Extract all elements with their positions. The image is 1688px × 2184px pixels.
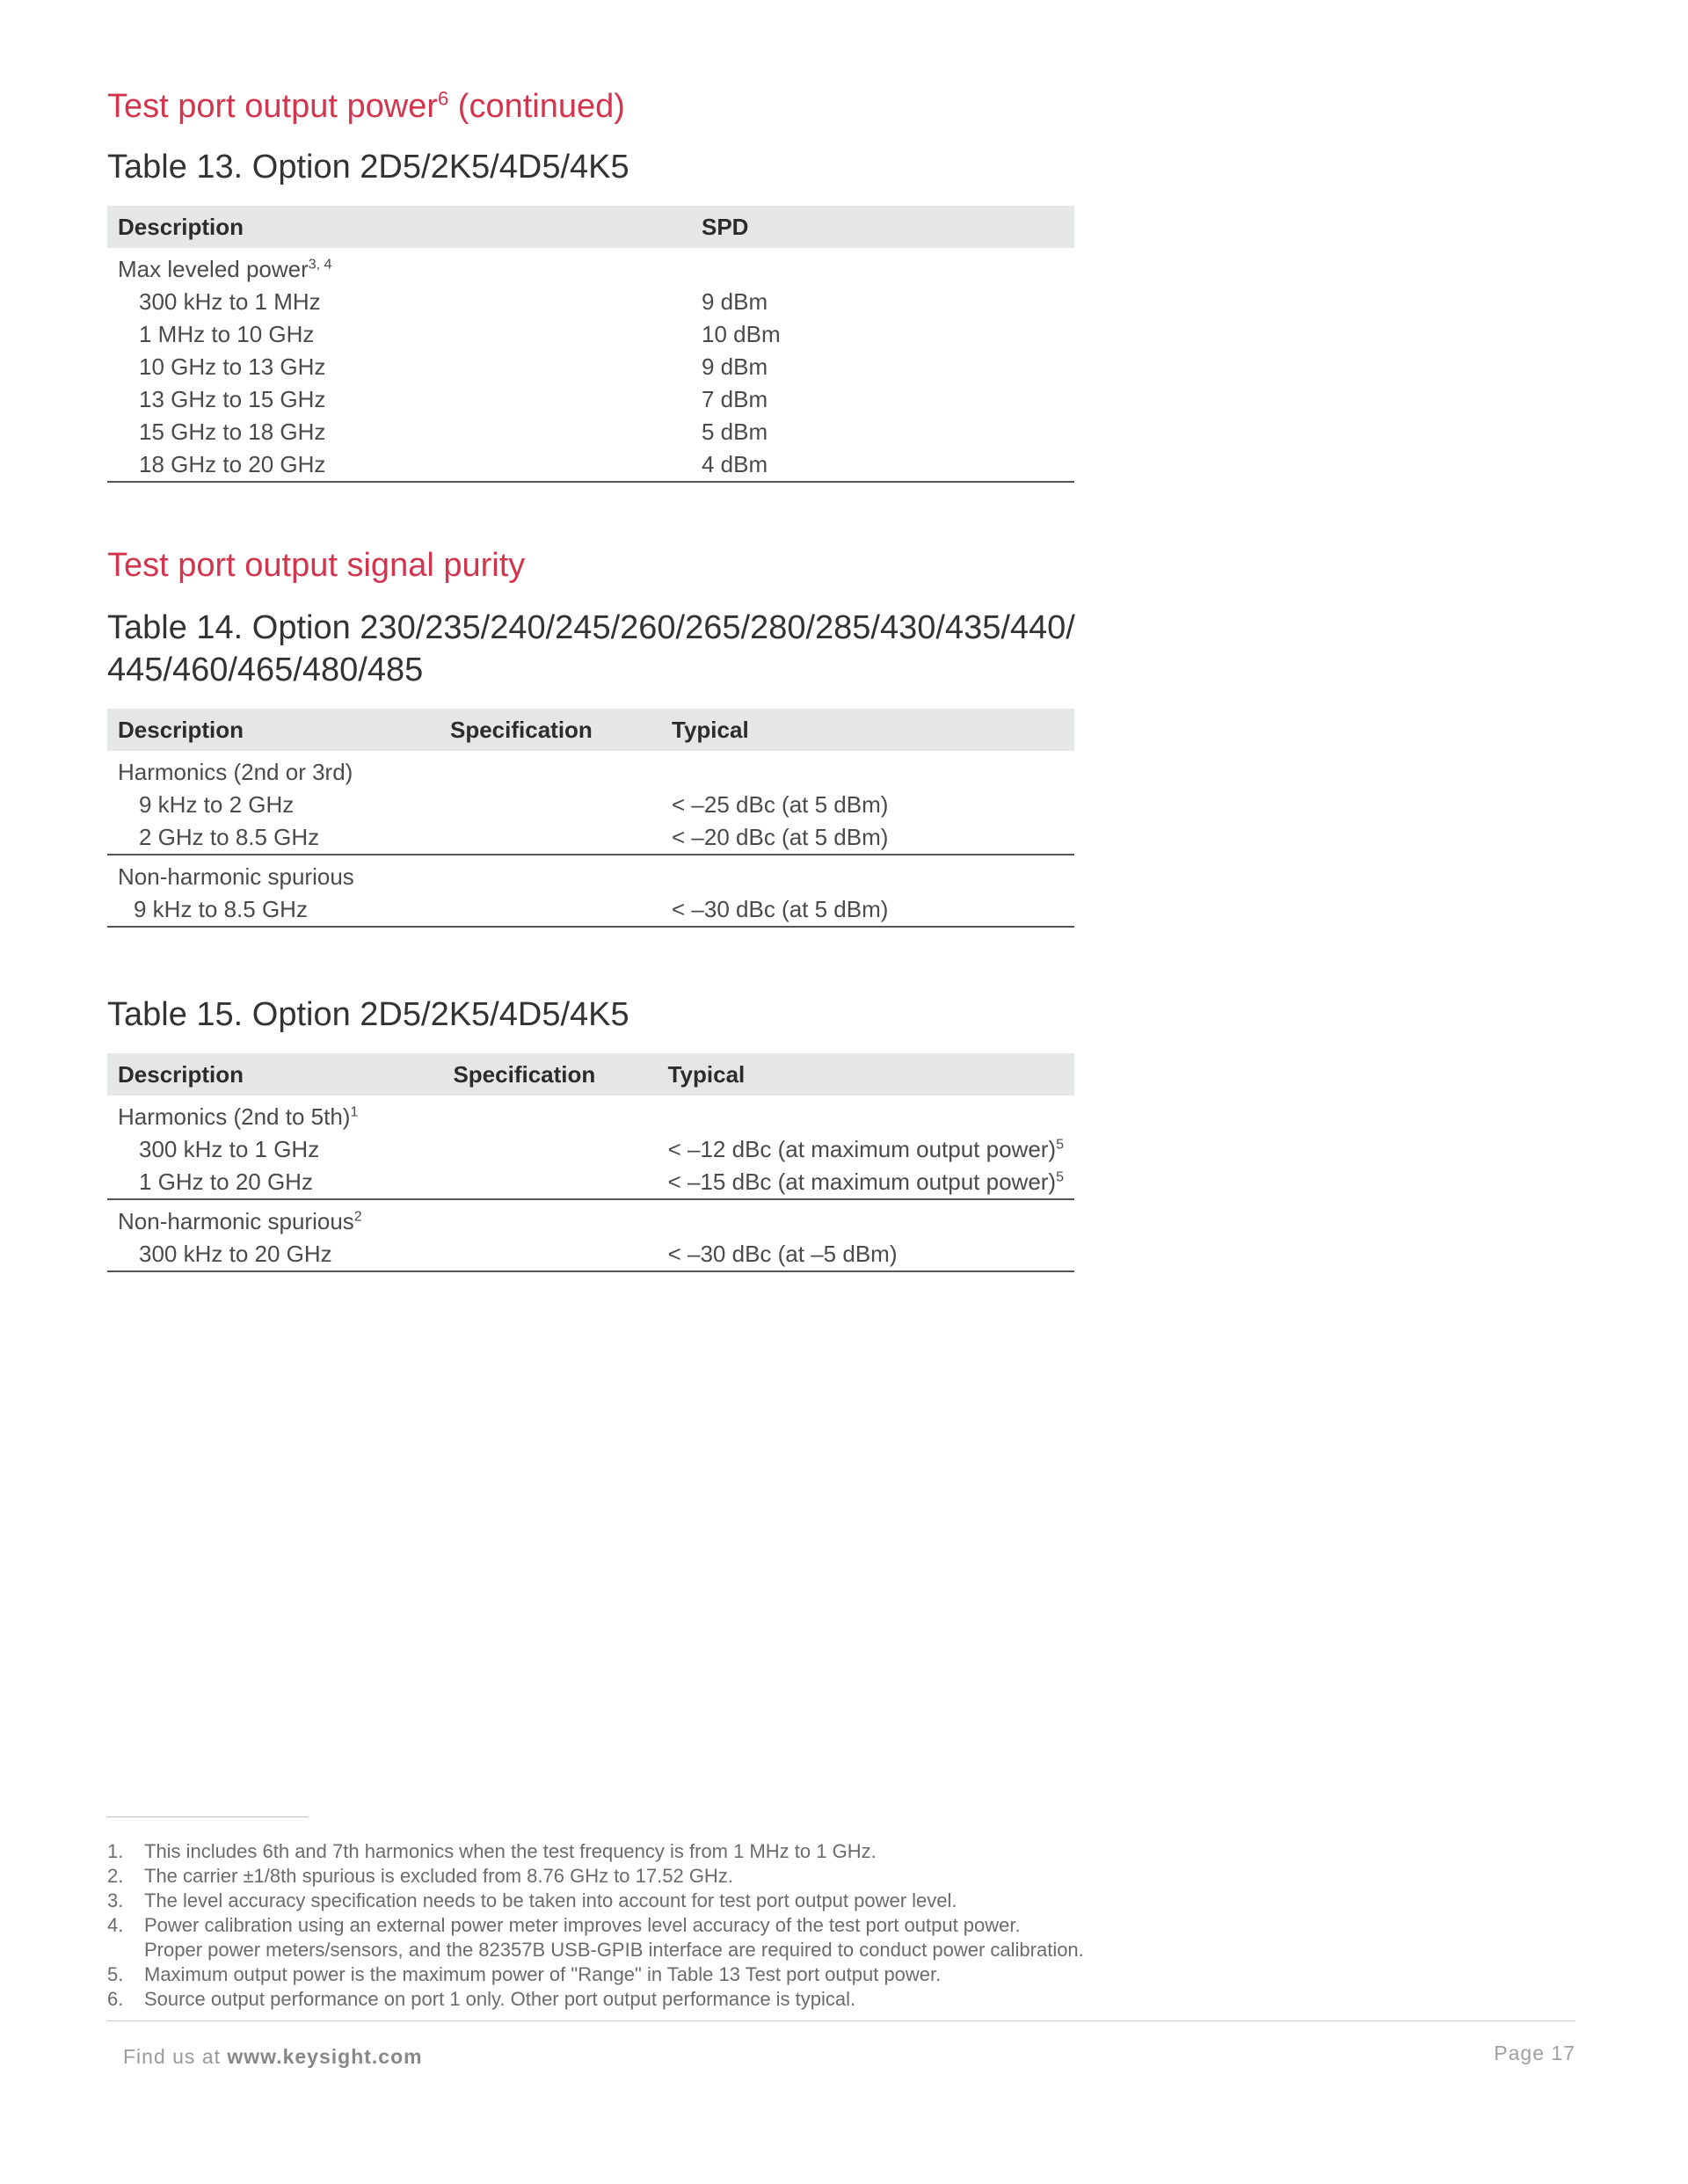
footnote-divider — [107, 1816, 308, 1817]
footnote: 1. This includes 6th and 7th harmonics when the test frequency is from 1 MHz to 1 GHz. — [107, 1840, 877, 1862]
table-row — [107, 1096, 1074, 1133]
spec-value — [442, 1133, 657, 1166]
frequency-range: 18 GHz to 20 GHz — [107, 448, 691, 482]
table-13-caption: Table 13. Option 2D5/2K5/4D5/4K5 — [107, 149, 629, 186]
frequency-range: 300 kHz to 1 GHz — [139, 1136, 320, 1162]
group-label: Max leveled power$^{3, 4}$ — [118, 256, 332, 282]
group-label: Non-harmonic spurious$^2$ — [118, 1208, 362, 1234]
table-row — [107, 855, 1074, 893]
table-row — [107, 351, 1074, 383]
table-row — [107, 893, 1074, 927]
column-header: Specification — [442, 1053, 657, 1096]
frequency-range: 13 GHz to 15 GHz — [139, 386, 326, 412]
frequency-range: 1 MHz to 10 GHz — [139, 321, 315, 347]
table-row — [107, 1166, 1074, 1199]
table-row — [107, 751, 1074, 789]
table-row — [107, 821, 1074, 855]
spec-value — [442, 1238, 657, 1271]
frequency-range: 9 kHz to 8.5 GHz — [107, 893, 440, 927]
column-header: Description — [107, 709, 440, 751]
table-row — [107, 789, 1074, 821]
group-label: Harmonics (2nd to 5th)$^1$ — [118, 1103, 359, 1130]
table-row — [107, 248, 1074, 286]
frequency-range: 2 GHz to 8.5 GHz — [107, 821, 440, 855]
table-row — [107, 448, 1074, 482]
frequency-range: 10 GHz to 13 GHz — [139, 353, 326, 380]
footnote-ref: 6 — [438, 87, 449, 110]
footnote: 2. The carrier ±1/8th spurious is excluded from 8.76 GHz to 17.52 GHz. — [107, 1865, 733, 1887]
table-14-caption: Table 14. Option 230/235/240/245/260/265/280/285/430/435/440/ 445/460/465/480/485 — [107, 609, 1075, 688]
spec-value — [440, 789, 661, 821]
spd-value: 5 dBm — [702, 419, 768, 445]
spd-value: 9 dBm — [702, 353, 768, 380]
table-15 — [107, 1053, 1074, 1272]
column-header: Typical — [658, 1053, 1074, 1096]
spec-value — [440, 821, 661, 855]
footnote: 3. The level accuracy specification needs to be taken into account for test port output power level. — [107, 1889, 957, 1911]
table-row — [107, 318, 1074, 351]
table-row — [107, 383, 1074, 416]
frequency-range: 9 kHz to 2 GHz — [139, 791, 295, 818]
typical-value: < –25 dBc (at 5 dBm) — [672, 791, 889, 818]
footnotes — [107, 1839, 1338, 2012]
typical-value: < –15 dBc (at maximum output power)$^5$ — [658, 1166, 1074, 1199]
typical-value: < –20 dBc (at 5 dBm) — [661, 821, 1074, 855]
table-row — [107, 416, 1074, 448]
spec-value — [440, 893, 661, 927]
section-title-output-power: Test port output power$^6$ (continued) — [107, 87, 625, 125]
table-row — [107, 1133, 1074, 1166]
footer-find-us: Find us at www.keysight.com — [123, 2045, 423, 2068]
website-link[interactable]: www.keysight.com — [227, 2045, 423, 2068]
column-header: Specification — [440, 709, 661, 751]
spd-value: 4 dBm — [691, 448, 1074, 482]
frequency-range: 300 kHz to 20 GHz — [107, 1238, 442, 1271]
column-header: Description — [107, 206, 691, 248]
spd-value: 10 dBm — [702, 321, 781, 347]
group-label: Harmonics (2nd or 3rd) — [118, 759, 353, 785]
frequency-range: 15 GHz to 18 GHz — [139, 419, 326, 445]
table-row — [107, 1199, 1074, 1238]
frequency-range: 1 GHz to 20 GHz — [107, 1166, 442, 1199]
footnote: Proper power meters/sensors, and the 82357B USB-GPIB interface are required to conduct power calibration. — [144, 1939, 1084, 1961]
footnote: 6. Source output performance on port 1 only. Other port output performance is typical. — [107, 1988, 856, 2010]
spd-value: 7 dBm — [702, 386, 768, 412]
column-header: SPD — [691, 206, 1074, 248]
typical-value: < –30 dBc (at 5 dBm) — [661, 893, 1074, 927]
footnote: 4. Power calibration using an external power meter improves level accuracy of the test port output power. — [107, 1914, 1021, 1936]
table-14 — [107, 709, 1074, 928]
typical-value: < –12 dBc (at maximum output power)$^5$ — [667, 1136, 1064, 1162]
table-row — [107, 1238, 1074, 1271]
section-title-signal-purity: Test port output signal purity — [107, 547, 526, 584]
spec-value — [442, 1166, 657, 1199]
frequency-range: 300 kHz to 1 MHz — [139, 288, 321, 315]
column-header: Description — [107, 1053, 442, 1096]
typical-value: < –30 dBc (at –5 dBm) — [658, 1238, 1074, 1271]
page-number: Page 17 — [1494, 2042, 1575, 2064]
table-15-caption: Table 15. Option 2D5/2K5/4D5/4K5 — [107, 996, 629, 1033]
spd-value: 9 dBm — [702, 288, 768, 315]
group-label: Non-harmonic spurious — [118, 863, 354, 890]
table-13 — [107, 206, 1074, 483]
footnote: 5. Maximum output power is the maximum power of "Range" in Table 13 Test port output power. — [107, 1963, 942, 1985]
column-header: Typical — [661, 709, 1074, 751]
footer-divider — [107, 2020, 1575, 2021]
table-row — [107, 286, 1074, 318]
